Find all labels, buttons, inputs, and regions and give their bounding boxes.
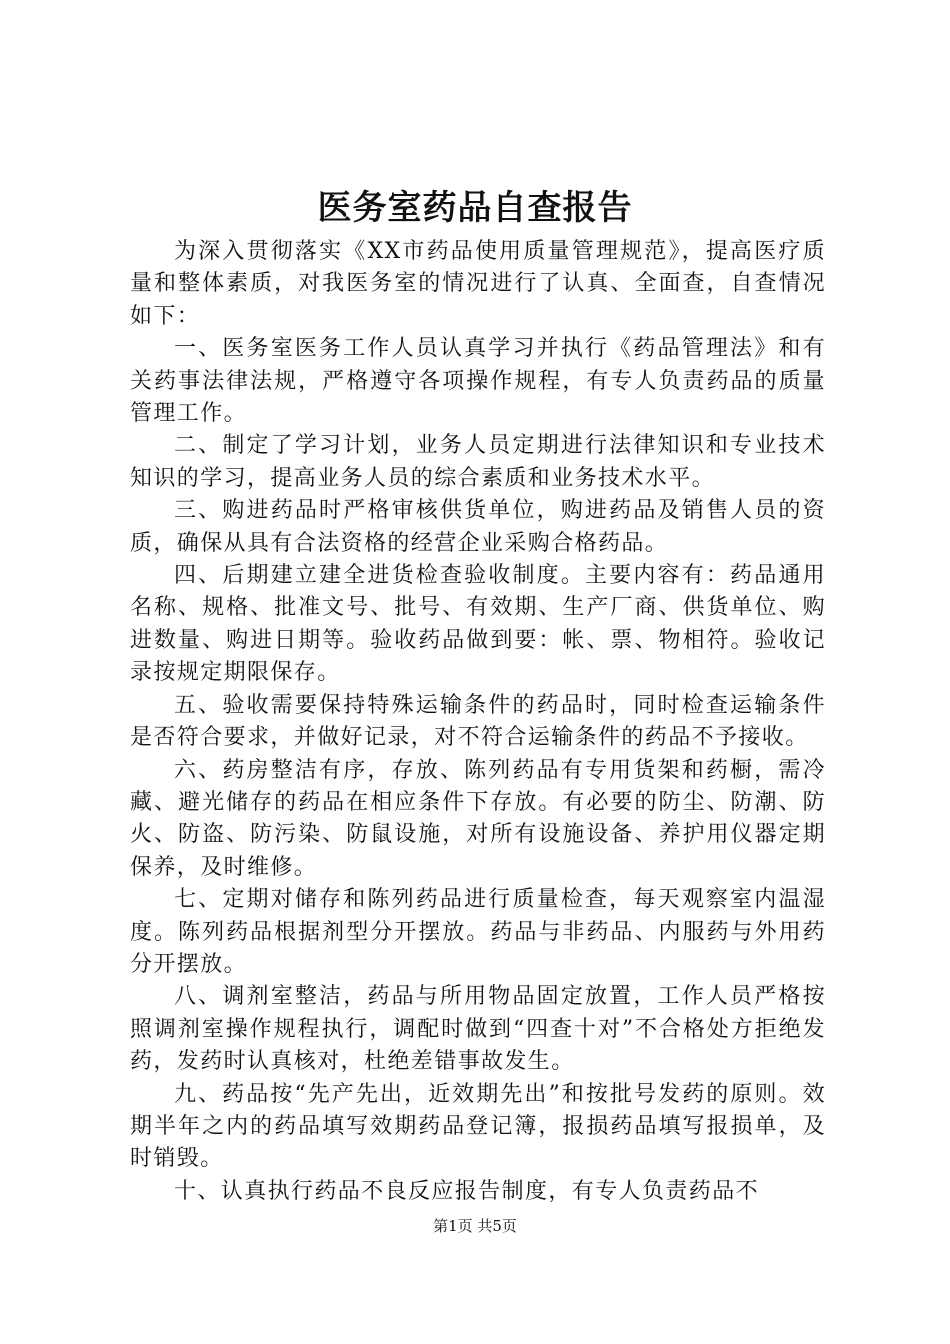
paragraph-item-10: 十、认真执行药品不良反应报告制度，有专人负责药品不 bbox=[174, 1178, 760, 1204]
document-body bbox=[130, 236, 826, 1208]
paragraph-item-5: 五、验收需要保持特殊运输条件的药品时，同时检查运输条件是否符合要求，并做好记录，对不符合运输条件的药品不予接收。 bbox=[130, 692, 826, 751]
page-title: 医务室药品自查报告 bbox=[317, 188, 633, 228]
paragraph-item-1: 一、医务室医务工作人员认真学习并执行《药品管理法》和有关药事法律法规，严格遵守各项操作规程，有专人负责药品的质量管理工作。 bbox=[130, 336, 826, 427]
paragraph-item-7: 七、定期对储存和陈列药品进行质量检查，每天观察室内温湿度。陈列药品根据剂型分开摆放。药品与非药品、内服药与外用药分开摆放。 bbox=[130, 887, 826, 977]
paragraph-item-8: 八、调剂室整洁，药品与所用物品固定放置，工作人员严格按照调剂室操作规程执行，调配时做到“四查十对”不合格处方拒绝发药，发药时认真核对，杜绝差错事故发生。 bbox=[130, 984, 826, 1075]
paragraph-item-2: 二、制定了学习计划，业务人员定期进行法律知识和专业技术知识的学习，提高业务人员的综合素质和业务技术水平。 bbox=[130, 433, 826, 491]
paragraph-item-4: 四、后期建立建全进货检查验收制度。主要内容有：药品通用名称、规格、批准文号、批号、有效期、生产厂商、供货单位、购进数量、购进日期等。验收药品做到要：帐、票、物相符。验收记录按规定期限保存。 bbox=[130, 563, 826, 686]
paragraph-item-3: 三、购进药品时严格审核供货单位，购进药品及销售人员的资质，确保从具有合法资格的经营企业采购合格药品。 bbox=[130, 498, 826, 556]
paragraph-intro: 为深入贯彻落实《XX市药品使用质量管理规范》，提高医疗质量和整体素质，对我医务室的情况进行了认真、全面查，自查情况如下： bbox=[130, 239, 826, 329]
page-number-footer: 第1页 共5页 bbox=[433, 1217, 517, 1235]
paragraph-item-9: 九、药品按“先产先出，近效期先出”和按批号发药的原则。效期半年之内的药品填写效期药品登记簿，报损药品填写报损单，及时销毁。 bbox=[130, 1081, 826, 1172]
paragraph-item-6: 六、药房整洁有序，存放、陈列药品有专用货架和药橱，需冷藏、避光储存的药品在相应条件下存放。有必要的防尘、防潮、防火、防盗、防污染、防鼠设施，对所有设施设备、养护用仪器定期保养，及时维修。 bbox=[130, 757, 826, 880]
